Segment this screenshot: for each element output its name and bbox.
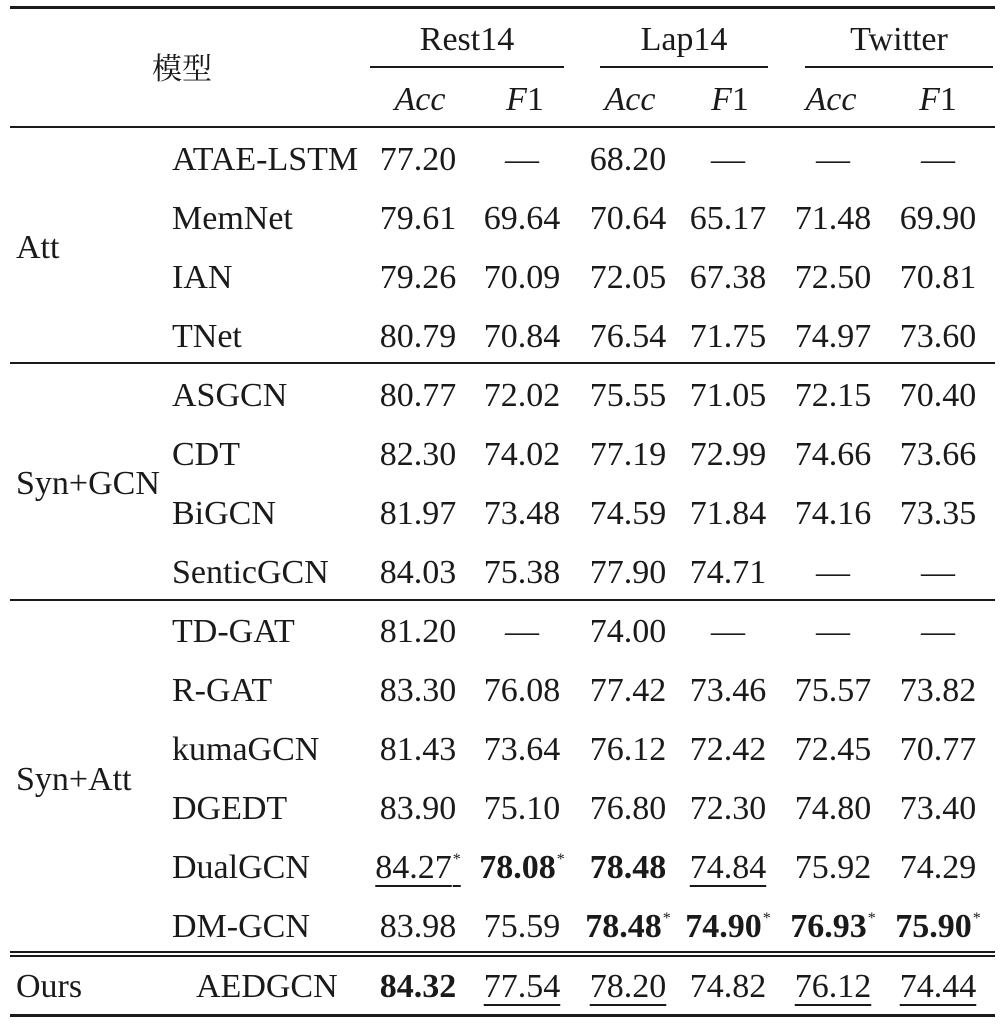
rule-bottom: [10, 1014, 995, 1017]
cell-value: —: [711, 613, 745, 650]
table-cell: [674, 907, 782, 953]
cell-value: 77.20: [379, 141, 457, 178]
table-cell: [574, 376, 682, 416]
table-cell: [574, 789, 682, 829]
table-cell: [779, 317, 887, 357]
table-cell: [468, 258, 576, 298]
cell-value: 71.05: [689, 377, 767, 414]
dataset-header-rest14: Rest14: [419, 21, 515, 58]
table-cell: [779, 258, 887, 298]
table-cell: [779, 199, 887, 239]
cell-value: 74.90*: [685, 908, 771, 945]
model-name: IAN: [172, 259, 233, 296]
table-cell: [779, 967, 887, 1007]
table-cell: [468, 612, 576, 652]
rule-twitter: [805, 66, 993, 68]
cell-value: 76.93*: [790, 908, 876, 945]
cell-value: 69.90: [899, 200, 977, 237]
cell-value: 72.05: [589, 259, 667, 296]
cell-value: 83.90: [379, 790, 457, 827]
cell-value: 77.90: [589, 554, 667, 591]
table-cell: [364, 494, 472, 534]
table-cell: [674, 730, 782, 770]
table-cell: [574, 140, 682, 180]
cell-value: 74.66: [794, 436, 872, 473]
rule-ours-2: [10, 955, 995, 957]
cell-value: 71.75: [689, 318, 767, 355]
table-cell: [574, 671, 682, 711]
cell-value: 73.46: [689, 672, 767, 709]
table-cell: [674, 140, 782, 180]
cell-value: 78.48: [589, 849, 667, 886]
cell-value: 74.84: [689, 849, 767, 886]
cell-value: —: [711, 141, 745, 178]
table-cell: [364, 258, 472, 298]
table-cell: [884, 671, 992, 711]
table-cell: [779, 376, 887, 416]
model-name: TD-GAT: [172, 613, 295, 650]
table-cell: [779, 612, 887, 652]
table-cell: [884, 140, 992, 180]
cell-value: 75.92: [794, 849, 872, 886]
table-cell: [779, 907, 887, 953]
cell-value: 73.35: [899, 495, 977, 532]
cell-value: 71.48: [794, 200, 872, 237]
significance-star: *: [556, 851, 565, 868]
table-cell: [674, 967, 782, 1007]
cell-value: 74.29: [899, 849, 977, 886]
table-cell: [884, 789, 992, 829]
table-cell: [674, 258, 782, 298]
table-cell: [884, 258, 992, 298]
table-cell: [884, 967, 992, 1007]
cell-value: 76.12: [794, 968, 872, 1005]
significance-star: *: [867, 910, 876, 927]
cell-value: 77.54: [483, 968, 561, 1005]
cell-value: 80.77: [379, 377, 457, 414]
cell-value: 70.84: [483, 318, 561, 355]
table-cell: [364, 435, 472, 475]
cell-value: 69.64: [483, 200, 561, 237]
cell-value: 65.17: [689, 200, 767, 237]
cell-value: 73.60: [899, 318, 977, 355]
rule-rest14: [370, 66, 564, 68]
table-cell: [779, 494, 887, 534]
cell-value: 73.82: [899, 672, 977, 709]
cell-value: —: [921, 613, 955, 650]
table-cell: [884, 199, 992, 239]
table-cell: [364, 671, 472, 711]
table-cell: [574, 317, 682, 357]
rule-group-2: [10, 599, 995, 601]
cell-value: 74.16: [794, 495, 872, 532]
cell-value: 72.02: [483, 377, 561, 414]
model-name: DM-GCN: [172, 908, 310, 945]
table-cell: [574, 435, 682, 475]
cell-value: 70.81: [899, 259, 977, 296]
cell-value: 67.38: [689, 259, 767, 296]
model-name: MemNet: [172, 200, 293, 237]
table-cell: [364, 789, 472, 829]
cell-value: 70.09: [483, 259, 561, 296]
model-header: 模型: [152, 52, 212, 87]
cell-value: 68.20: [589, 141, 667, 178]
table-cell: [779, 848, 887, 888]
table-cell: [884, 612, 992, 652]
cell-value: 75.59: [483, 908, 561, 945]
table-cell: [674, 199, 782, 239]
cell-value: 73.40: [899, 790, 977, 827]
table-cell: [574, 553, 682, 593]
rule-header-bottom: [10, 126, 995, 128]
table-cell: [468, 553, 576, 593]
table-cell: [468, 199, 576, 239]
cell-value: 79.61: [379, 200, 457, 237]
table-cell: [674, 494, 782, 534]
cell-value: 75.38: [483, 554, 561, 591]
table-cell: [884, 317, 992, 357]
cell-value: 84.32: [379, 968, 457, 1005]
rule-top: [10, 6, 995, 9]
table-cell: [779, 140, 887, 180]
cell-value: —: [816, 613, 850, 650]
cell-value: 70.77: [899, 731, 977, 768]
table-cell: [468, 730, 576, 770]
cell-value: 74.97: [794, 318, 872, 355]
cell-value: 78.48*: [585, 908, 671, 945]
table-cell: [468, 376, 576, 416]
metric-f1-lap14: F1: [711, 81, 749, 118]
table-cell: [674, 317, 782, 357]
metric-acc-rest14: Acc: [394, 81, 446, 118]
table-cell: [779, 789, 887, 829]
table-cell: [674, 376, 782, 416]
table-cell: [884, 730, 992, 770]
metric-f1-rest14: F1: [506, 81, 544, 118]
model-name: SenticGCN: [172, 554, 329, 591]
cell-value: 75.55: [589, 377, 667, 414]
table-cell: [364, 140, 472, 180]
table-cell: [574, 199, 682, 239]
group-label: Syn+Att: [16, 761, 132, 798]
cell-value: —: [921, 141, 955, 178]
cell-value: 76.54: [589, 318, 667, 355]
table-cell: [364, 907, 472, 947]
rule-group-1: [10, 362, 995, 364]
cell-value: 74.82: [689, 968, 767, 1005]
table-cell: [574, 730, 682, 770]
cell-value: 73.64: [483, 731, 561, 768]
table-cell: [674, 671, 782, 711]
cell-value: 74.80: [794, 790, 872, 827]
dataset-header-lap14: Lap14: [640, 21, 728, 58]
cell-value: —: [505, 141, 539, 178]
model-name: kumaGCN: [172, 731, 320, 768]
table-cell: [674, 612, 782, 652]
cell-value: 81.97: [379, 495, 457, 532]
table-cell: [884, 376, 992, 416]
cell-value: —: [505, 613, 539, 650]
table-cell: [468, 317, 576, 357]
cell-value: 72.50: [794, 259, 872, 296]
significance-star: *: [972, 910, 981, 927]
table-cell: [884, 553, 992, 593]
table-cell: [468, 435, 576, 475]
table-cell: [364, 730, 472, 770]
table-cell: [674, 848, 782, 888]
model-name: ASGCN: [172, 377, 288, 414]
table-cell: [574, 907, 682, 953]
cell-value: 80.79: [379, 318, 457, 355]
cell-value: 70.64: [589, 200, 667, 237]
table-cell: [674, 435, 782, 475]
model-name: R-GAT: [172, 672, 273, 709]
cell-value: 71.84: [689, 495, 767, 532]
table-cell: [884, 907, 992, 953]
cell-value: 75.57: [794, 672, 872, 709]
table-cell: [884, 848, 992, 888]
model-name: ATAE-LSTM: [172, 141, 359, 178]
table-cell: [574, 848, 682, 888]
model-name: DGEDT: [172, 790, 288, 827]
table-cell: [364, 553, 472, 593]
cell-value: 78.08*: [479, 849, 565, 886]
cell-value: —: [816, 141, 850, 178]
model-name: CDT: [172, 436, 240, 473]
cell-value: 79.26: [379, 259, 457, 296]
group-label: Att: [16, 229, 60, 266]
table-cell: [574, 258, 682, 298]
metric-f1-twitter: F1: [919, 81, 957, 118]
cell-value: 77.19: [589, 436, 667, 473]
table-cell: [779, 730, 887, 770]
table-cell: [364, 376, 472, 416]
cell-value: —: [921, 554, 955, 591]
rule-lap14: [600, 66, 768, 68]
table-cell: [779, 435, 887, 475]
table-cell: [468, 494, 576, 534]
cell-value: 70.40: [899, 377, 977, 414]
cell-value: 74.44: [899, 968, 977, 1005]
table-cell: [468, 967, 576, 1007]
model-name: TNet: [172, 318, 242, 355]
cell-value: 83.98: [379, 908, 457, 945]
metric-acc-twitter: Acc: [805, 81, 857, 118]
significance-star: *: [762, 910, 771, 927]
group-label: Ours: [16, 968, 83, 1005]
cell-value: 84.03: [379, 554, 457, 591]
dataset-header-twitter: Twitter: [850, 21, 948, 58]
cell-value: 83.30: [379, 672, 457, 709]
table-cell: [884, 435, 992, 475]
table-cell: [779, 671, 887, 711]
table-cell: [468, 907, 576, 947]
cell-value: 72.15: [794, 377, 872, 414]
cell-value: 76.80: [589, 790, 667, 827]
table-cell: [674, 553, 782, 593]
table-cell: [468, 789, 576, 829]
cell-value: 74.00: [589, 613, 667, 650]
cell-value: 72.99: [689, 436, 767, 473]
group-label: Syn+GCN: [16, 465, 160, 502]
table-cell: [574, 494, 682, 534]
cell-value: 74.59: [589, 495, 667, 532]
significance-star: *: [662, 910, 671, 927]
cell-value: 81.43: [379, 731, 457, 768]
cell-value: 77.42: [589, 672, 667, 709]
significance-star: *: [452, 851, 461, 868]
table-cell: [779, 553, 887, 593]
cell-value: —: [816, 554, 850, 591]
cell-value: 74.71: [689, 554, 767, 591]
table-cell: [468, 671, 576, 711]
cell-value: 84.27*: [375, 849, 461, 886]
cell-value: 72.42: [689, 731, 767, 768]
table-cell: [364, 967, 472, 1007]
cell-value: 73.66: [899, 436, 977, 473]
cell-value: 75.10: [483, 790, 561, 827]
table-cell: [364, 199, 472, 239]
model-name: DualGCN: [172, 849, 310, 886]
table-cell: [574, 612, 682, 652]
cell-value: 81.20: [379, 613, 457, 650]
table-cell: [364, 317, 472, 357]
cell-value: 75.90*: [895, 908, 981, 945]
table-cell: [468, 140, 576, 180]
table-cell: [574, 967, 682, 1007]
cell-value: 73.48: [483, 495, 561, 532]
table-cell: [884, 494, 992, 534]
table-cell: [674, 789, 782, 829]
table-cell: [468, 848, 576, 894]
cell-value: 72.45: [794, 731, 872, 768]
table-cell: [364, 612, 472, 652]
model-name: BiGCN: [172, 495, 276, 532]
cell-value: 82.30: [379, 436, 457, 473]
cell-value: 78.20: [589, 968, 667, 1005]
cell-value: 72.30: [689, 790, 767, 827]
metric-acc-lap14: Acc: [604, 81, 656, 118]
table-cell: [364, 848, 472, 894]
cell-value: 74.02: [483, 436, 561, 473]
cell-value: 76.12: [589, 731, 667, 768]
model-name: AEDGCN: [196, 968, 338, 1005]
cell-value: 76.08: [483, 672, 561, 709]
